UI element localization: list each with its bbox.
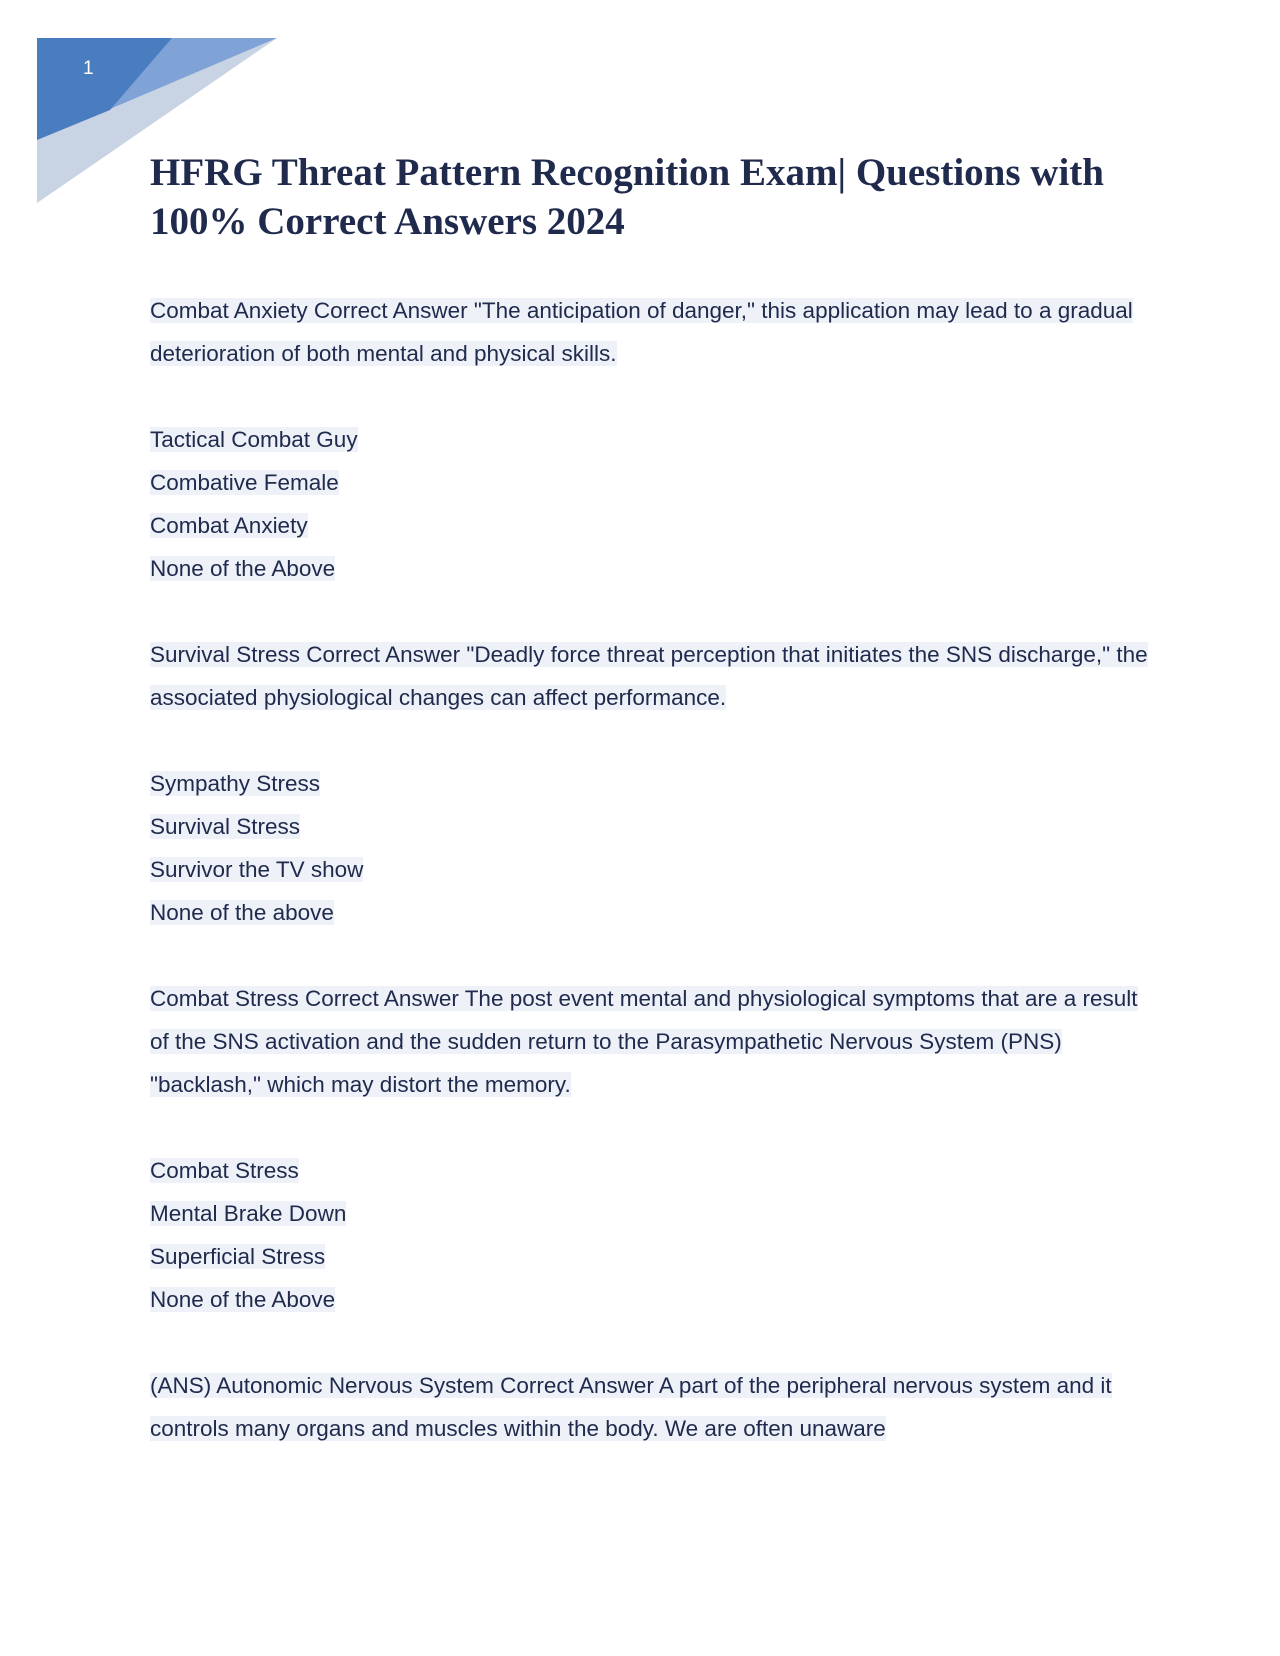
option-item: Survivor the TV show (150, 857, 364, 882)
question-2 (150, 633, 1150, 934)
option-item: Tactical Combat Guy (150, 427, 358, 452)
question-1 (150, 289, 1150, 590)
option-item: Combat Anxiety (150, 513, 308, 538)
option-item: None of the Above (150, 1287, 336, 1312)
option-item: Mental Brake Down (150, 1201, 347, 1226)
option-item: None of the above (150, 900, 334, 925)
document-body (150, 148, 1150, 1493)
question-text: Survival Stress Correct Answer "Deadly force threat perception that initiates the SNS discharge," the associated physiological changes can affect performance. (150, 642, 1148, 710)
option-item: Superficial Stress (150, 1244, 326, 1269)
option-item: None of the Above (150, 556, 336, 581)
question-3 (150, 977, 1150, 1321)
question-text: Combat Stress Correct Answer The post event mental and physiological symptoms that are a result of the SNS activation and the sudden return to the Parasympathetic Nervous System (PNS) "backlash," which may distort the memory. (150, 986, 1138, 1097)
options-list (150, 418, 1150, 590)
question-text: Combat Anxiety Correct Answer "The anticipation of danger," this application may lead to a gradual deterioration of both mental and physical skills. (150, 298, 1133, 366)
options-list (150, 1149, 1150, 1321)
option-item: Combative Female (150, 470, 339, 495)
question-4 (150, 1364, 1150, 1450)
document-title: HFRG Threat Pattern Recognition Exam| Questions with 100% Correct Answers 2024 (150, 151, 1104, 243)
options-list (150, 762, 1150, 934)
page-number: 1 (83, 58, 94, 79)
option-item: Survival Stress (150, 814, 301, 839)
option-item: Sympathy Stress (150, 771, 321, 796)
question-text: (ANS) Autonomic Nervous System Correct Answer A part of the peripheral nervous system and it controls many organs and muscles within the body. We are often unaware (150, 1373, 1112, 1441)
option-item: Combat Stress (150, 1158, 299, 1183)
